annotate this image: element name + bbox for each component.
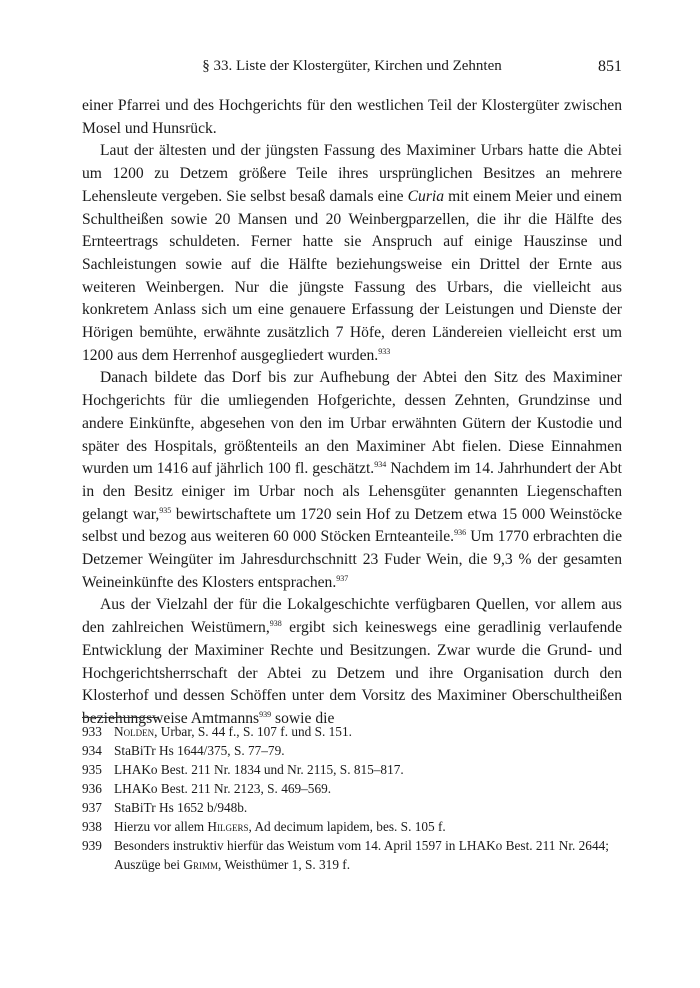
footnote <box>82 798 622 817</box>
footnote-number: 934 <box>82 743 102 758</box>
text-run: LHAKo Best. 211 Nr. 1834 und Nr. 2115, S. 815–817. <box>114 762 404 777</box>
author-name: Nolden <box>114 724 155 739</box>
footnote-ref: 934 <box>374 460 387 470</box>
text-run: Danach bildete das Dorf bis zur Aufhebung der Abtei den Sitz des Maximiner Hochgerichts für die umliegenden Hofgerichte, dessen Zehnten, Grundzinse und andere Einkünfte, abgesehen von den im Urbar erwähnten Gütern der Kustodie und später des Hospitals, größtenteils an den Maximiner Abt fielen. Diese Einnahmen wurden um 1416 auf jährlich 100 fl. geschätzt. <box>82 369 622 478</box>
text-run: einer Pfarrei und des Hochgerichts für den westlichen Teil der Klostergüter zwischen Mosel und Hunsrück. <box>82 97 622 137</box>
footnote-number: 935 <box>82 762 102 777</box>
author-name: Grimm <box>183 857 219 872</box>
italic-term: Curia <box>407 187 445 205</box>
main-text <box>82 95 622 731</box>
running-header <box>82 58 622 82</box>
footnote <box>82 760 622 779</box>
text-run: , Weisthümer 1, S. 319 f. <box>218 857 351 872</box>
text-run: Um 1770 erbrachten die Detzemer Weingüter im Jahresdurchschnitt 23 Fuder Wein, die 9,3 % der gesamten Weineinkünfte des Klosters entsprachen. <box>82 528 622 591</box>
text-run: StaBiTr Hs 1652 b/948b. <box>114 800 248 815</box>
text-run: , Ad decimum lapidem, bes. S. 105 f. <box>248 819 446 834</box>
footnote-ref: 939 <box>259 709 272 719</box>
footnote <box>82 817 622 836</box>
text-run: sowie die <box>271 709 335 727</box>
footnote <box>82 836 622 874</box>
footnote-number: 938 <box>82 819 102 834</box>
paragraph <box>82 367 622 594</box>
text-run: StaBiTr Hs 1644/375, S. 77–79. <box>114 743 285 758</box>
author-name: Hilgers <box>207 819 249 834</box>
text-run: bewirtschaftete um 1720 sein Hof zu Detzem etwa 15 000 Weinstöcke selbst und bezog aus weiteren 60 000 Stöcken Ernteanteile. <box>82 505 622 546</box>
footnote-ref: 933 <box>378 346 391 356</box>
paragraph <box>82 140 622 367</box>
text-run: ergibt sich keineswegs eine geradlinig verlaufende Entwicklung der Maximiner Rechte und Besitzungen. Zwar wurde die Grund- und Hochgerichtsherrschaft der Abtei zu Detzem und ihre Organisation durch den Klosterhof und dessen Schöffen unter dem Vorsitz des Maximiner Oberschultheißen beziehungsweise Amtmanns <box>82 619 622 727</box>
footnote <box>82 779 622 798</box>
page-number: 851 <box>598 58 622 75</box>
running-title: § 33. Liste der Klostergüter, Kirchen und Zehnten <box>202 58 502 74</box>
footnote-divider <box>82 717 158 718</box>
footnote-number: 939 <box>82 838 102 853</box>
text-run: LHAKo Best. 211 Nr. 2123, S. 469–569. <box>114 781 332 796</box>
footnote-number: 933 <box>82 724 102 739</box>
footnote-ref: 935 <box>159 505 172 515</box>
paragraph <box>82 95 622 140</box>
footnote-number: 937 <box>82 800 102 815</box>
footnote-ref: 937 <box>336 573 349 583</box>
footnote-number: 936 <box>82 781 102 796</box>
footnote <box>82 741 622 760</box>
text-run: Laut der ältesten und der jüngsten Fassung des Maximiner Urbars hatte die Abtei um 1200 zu Detzem größere Teile ihres ursprünglichen Besitzes an mehrere Lehensleute vergeben. Sie selbst besaß damals eine <box>82 142 622 205</box>
text-run: , Urbar, S. 44 f., S. 107 f. und S. 151. <box>154 724 352 739</box>
text-run: Hierzu vor allem <box>114 819 208 834</box>
text-run: Aus der Vielzahl der für die Lokalgeschichte verfügbaren Quellen, vor allem aus den zahlreichen Weistümern, <box>82 596 622 637</box>
footnote <box>82 722 622 741</box>
text-run: Besonders instruktiv hierfür das Weistum vom 14. April 1597 in LHAKo Best. 211 Nr. 2644; Auszüge bei <box>114 838 609 872</box>
text-run: Nachdem im 14. Jahrhundert der Abt in den Besitz einiger im Urbar noch als Lehensgüter genannten Liegenschaften gelangt war, <box>82 460 622 523</box>
footnotes <box>82 722 622 874</box>
footnote-ref: 938 <box>269 619 282 629</box>
text-run: mit einem Meier und einem Schultheißen sowie 20 Mansen und 20 Weinbergparzellen, die ihr die Hälfte des Ernteertrags schuldeten. Ferner hatte sie Anspruch auf einige Hauszinse und Sachleistungen sowie auf die Hälfte beziehungsweise ein Drittel der Ernte aus weiteren Weinbergen. Nur die jüngste Fassung des Urbars, die vielleicht aus konkretem Anlass sich um eine genauere Erfassung der Leistungen und Dienste der Hörigen bemühte, erwähnte zusätzlich 7 Höfe, deren Ländereien vielleicht erst um 1200 aus dem Herrenhof ausgegliedert wurden. <box>82 187 622 364</box>
paragraph <box>82 594 622 730</box>
footnote-ref: 936 <box>454 528 467 538</box>
